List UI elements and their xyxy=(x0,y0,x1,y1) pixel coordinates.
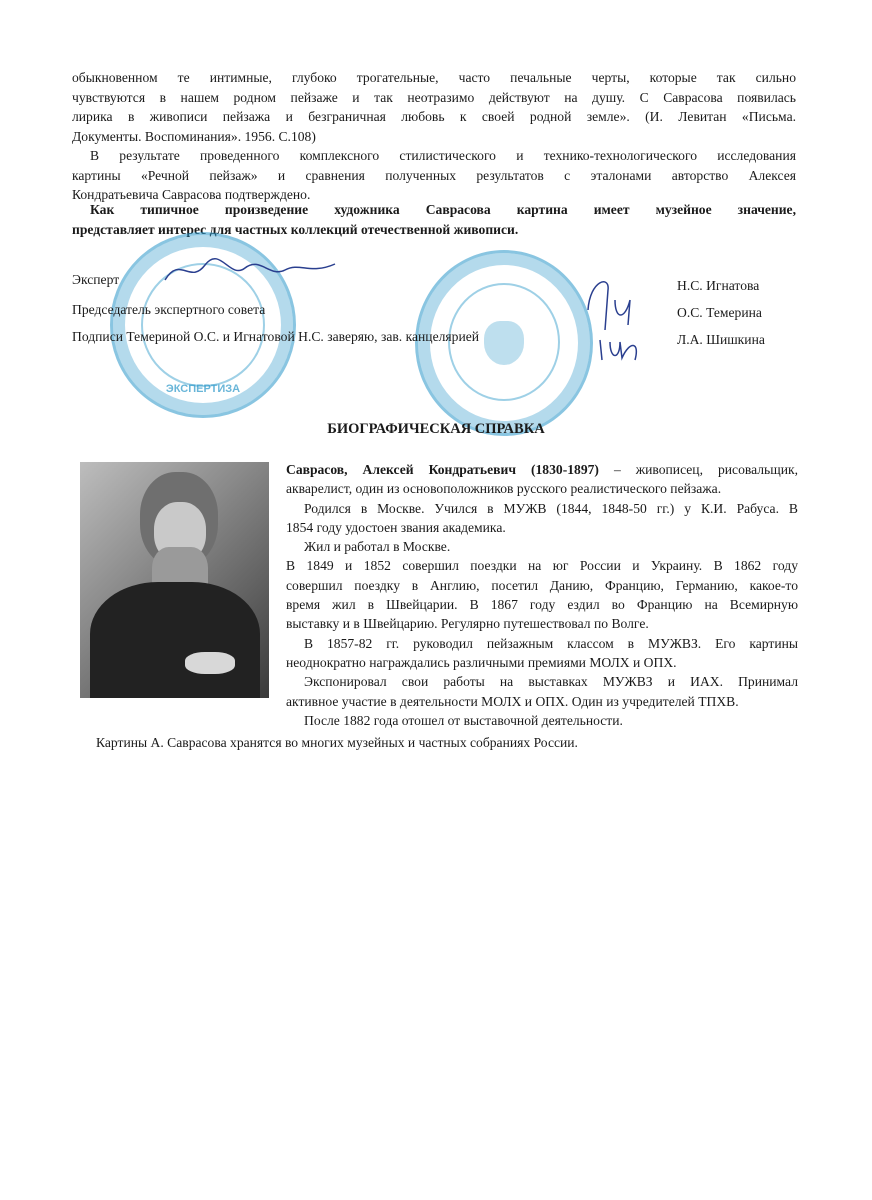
text-line: совершил поездку в Англию, посетил Данию, Францию, Германию, какое-то xyxy=(286,577,798,593)
text-line: В 1849 и 1852 совершил поездки на юг России и Украину. В 1862 году xyxy=(286,558,798,574)
text-line: Родился в Москве. Учился в МУЖВ (1844, 1848-50 гг.) у К.И. Рабуса. В xyxy=(304,500,798,516)
signer-name: Н.С. Игнатова xyxy=(677,278,760,293)
text-line: лирика в живописи пейзажа и безграничная любовь к своей родной земле». (И. Левитан «Письма. xyxy=(72,109,796,124)
portrait-photo xyxy=(80,462,269,698)
eagle-emblem-icon xyxy=(484,321,524,365)
text-line: акварелист, один из основоположников русского реалистического пейзажа. xyxy=(286,481,722,497)
text-line: – живописец, рисовальщик, xyxy=(598,462,798,477)
text-line: В результате проведенного комплексного стилистического и технико-технологического исследования xyxy=(90,148,796,163)
stamp-text: ЭКСПЕРТИЗА xyxy=(165,383,241,395)
text-line: Документы. Воспоминания». 1956. С.108) xyxy=(72,128,316,144)
expert-signature xyxy=(160,250,340,290)
chairman-label: Председатель экспертного совета xyxy=(72,302,266,317)
bio-closing: Картины А. Саврасова хранятся во многих музейных и частных собраниях России. xyxy=(96,735,578,750)
certify-label: Подписи Темериной О.С. и Игнатовой Н.С. заверяю, зав. канцелярией xyxy=(72,329,480,344)
bio-name: Саврасов, Алексей Кондратьевич (1830-1897) xyxy=(286,462,599,477)
bio-title: БИОГРАФИЧЕСКАЯ СПРАВКА xyxy=(327,421,545,437)
text-line: Кондратьевича Саврасова подтверждено. xyxy=(72,187,311,202)
text-line: После 1882 года отошел от выставочной деятельности. xyxy=(304,712,623,728)
text-line: картины «Речной пейзаж» и сравнения полученных результатов с эталонами авторство Алексея xyxy=(72,167,796,183)
text-line: чувствуются в нашем родном пейзаже и так неотразимо действуют на душу. С Саврасова появилась xyxy=(72,89,796,105)
text-line: представляет интерес для частных коллекций отечественной живописи. xyxy=(72,221,519,237)
text-line: обыкновенном те интимные, глубоко трогательные, часто печальные черты, которые так сильно xyxy=(72,70,796,85)
text-line: Как типичное произведение художника Саврасова картина имеет музейное значение, xyxy=(90,202,796,217)
text-line: неоднократно награждались различными премиями МОЛХ и ОПХ. xyxy=(286,654,677,670)
text-line: Жил и работал в Москве. xyxy=(304,539,451,555)
bio-text xyxy=(286,460,798,730)
text-line: В 1857-82 гг. руководил пейзажным классом в МУЖВЗ. Его картины xyxy=(304,635,798,651)
expert-label: Эксперт xyxy=(72,272,120,287)
text-line: Экспонировал свои работы на выставках МУЖВЗ и ИАХ. Принимал xyxy=(304,674,798,690)
conclusion xyxy=(72,200,796,239)
chairman-signature xyxy=(580,270,650,365)
signer-name: Л.А. Шишкина xyxy=(677,332,765,347)
intro-paragraph xyxy=(72,68,796,146)
text-line: время жил в Швейцарии. В 1867 году ездил во Францию на Всемирную xyxy=(286,597,798,613)
text-line: 1854 году удостоен звания академика. xyxy=(286,519,506,535)
signer-name: О.С. Темерина xyxy=(677,305,762,320)
text-line: активное участие в деятельности МОЛХ и ОПХ. Один из учредителей ТПХВ. xyxy=(286,693,739,709)
text-line: выставку и в Швейцарию. Регулярно путешествовал по Волге. xyxy=(286,616,649,632)
result-paragraph xyxy=(72,146,796,205)
